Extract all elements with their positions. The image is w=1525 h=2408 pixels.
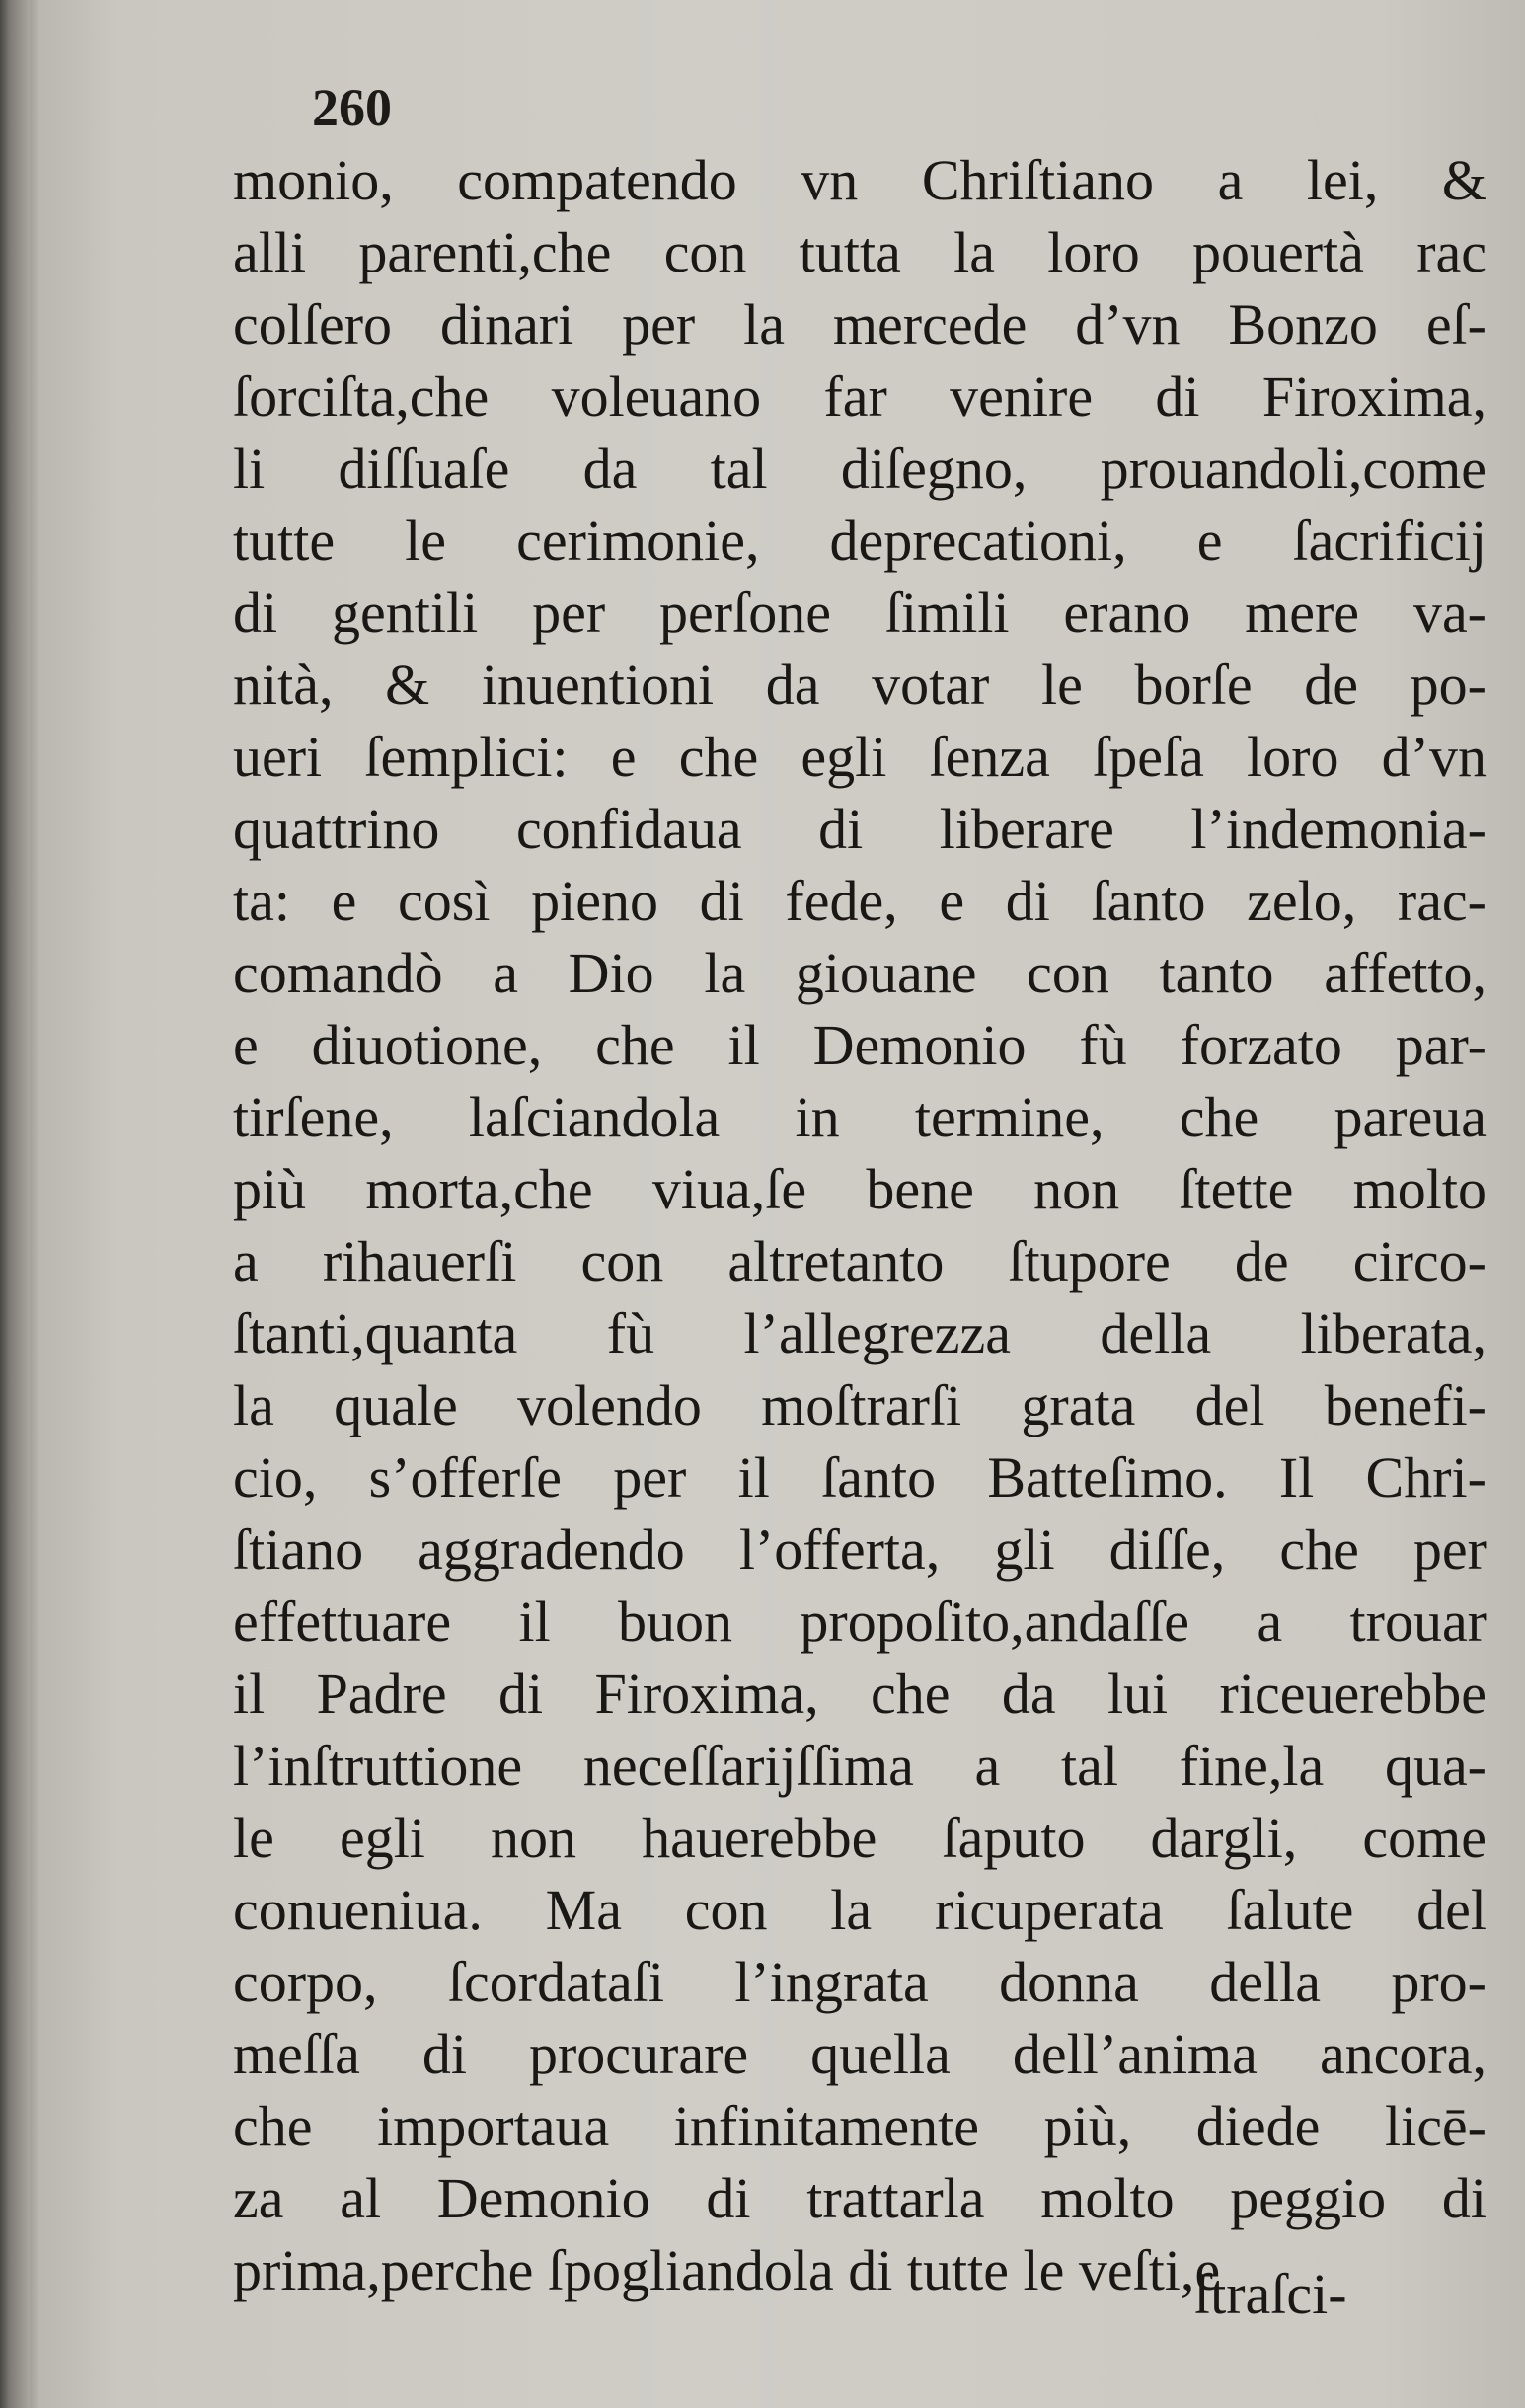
text-line: meſſa di procurare quella dell’anima ancora, xyxy=(233,2022,1487,2086)
text-line: nità, & inuentioni da votar le borſe de po- xyxy=(233,653,1487,717)
text-line: colſero dinari per la mercede d’vn Bonzo eſ- xyxy=(233,292,1487,356)
text-line: il Padre di Firoxima, che da lui riceuerebbe xyxy=(233,1662,1487,1726)
text-line: conueniua. Ma con la ricuperata ſalute del xyxy=(233,1878,1487,1942)
text-line: l’inſtruttione neceſſarijſſima a tal fine,la qua- xyxy=(233,1734,1487,1798)
text-line: effettuare il buon propoſito,andaſſe a trouar xyxy=(233,1590,1487,1654)
text-line: le egli non hauerebbe ſaputo dargli, come xyxy=(233,1806,1487,1870)
page-binding-edge xyxy=(0,0,30,2408)
text-line: più morta,che viua,ſe bene non ſtette molto xyxy=(233,1157,1487,1221)
text-line: li diſſuaſe da tal diſegno, prouandoli,come xyxy=(233,436,1487,501)
text-line: a rihauerſi con altretanto ſtupore de circo- xyxy=(233,1229,1487,1293)
text-line: ſorciſta,che voleuano far venire di Firoxima, xyxy=(233,364,1487,428)
body-text xyxy=(233,144,1496,2306)
text-line: za al Demonio di trattarla molto peggio di xyxy=(233,2166,1487,2230)
text-line: ſtiano aggradendo l’offerta, gli diſſe, che per xyxy=(233,1517,1487,1582)
text-line: ta: e così pieno di fede, e di ſanto zelo, rac- xyxy=(233,869,1487,933)
text-line: ueri ſemplici: e che egli ſenza ſpeſa loro d’vn xyxy=(233,725,1487,789)
text-line: tirſene, laſciandola in termine, che pareua xyxy=(233,1085,1487,1149)
text-line: ſtanti,quanta fù l’allegrezza della liberata, xyxy=(233,1301,1487,1365)
text-line: alli parenti,che con tutta la loro pouertà rac xyxy=(233,220,1487,284)
page-number: 260 xyxy=(312,78,392,137)
text-line: prima,perche ſpogliandola di tutte le veſti,e xyxy=(233,2238,1221,2302)
text-line: cio, s’offerſe per il ſanto Batteſimo. Il Chri- xyxy=(233,1445,1487,1510)
text-line: tutte le cerimonie, deprecationi, e ſacrificij xyxy=(233,508,1487,573)
text-line: quattrino confidaua di liberare l’indemonia- xyxy=(233,797,1487,861)
text-line: di gentili per perſone ſimili erano mere va- xyxy=(233,581,1487,645)
text-line: corpo, ſcordataſi l’ingrata donna della pro- xyxy=(233,1950,1487,2014)
text-line: la quale volendo moſtrarſi grata del benefi- xyxy=(233,1373,1487,1437)
text-line: comandò a Dio la giouane con tanto affetto, xyxy=(233,941,1487,1005)
text-line: e diuotione, che il Demonio fù forzato par- xyxy=(233,1013,1487,1077)
catchword: ſtraſci- xyxy=(1194,2262,1347,2326)
text-line: che importaua infinitamente più, diede licē- xyxy=(233,2094,1487,2158)
text-line: monio, compatendo vn Chriſtiano a lei, & xyxy=(233,148,1487,212)
